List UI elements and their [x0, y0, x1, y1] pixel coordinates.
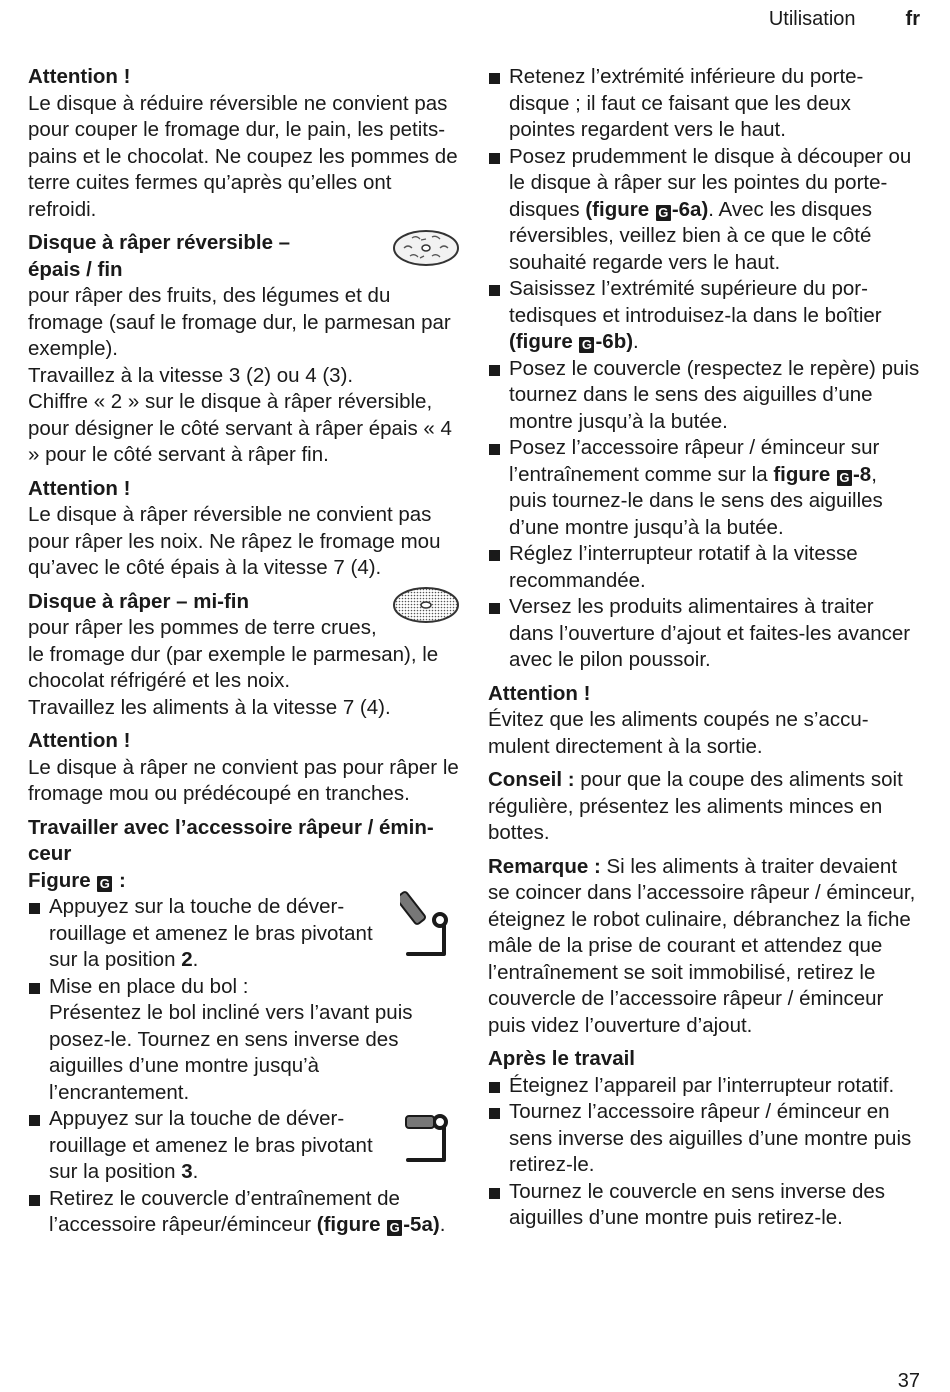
mid-fine-disc-speed: Travaillez les aliments à la vitesse 7 (4).: [28, 695, 391, 719]
swivel-arm-position-2-icon: [400, 888, 452, 958]
attention-title: Attention !: [28, 476, 131, 500]
figure-ref-prefix: (figure: [509, 330, 579, 353]
attention-block-right: [488, 681, 920, 761]
reversible-disc-usage: pour râper des fruits, des légumes et du fromage (sauf le fromage dur, le parmesan par exemple).: [28, 284, 451, 360]
step-text: Retenez l’extrémité inférieure du porte-disque ; il faut ce faisant que les deux pointes regardent vers le haut.: [509, 65, 864, 141]
mid-fine-grater-disc-icon: [392, 585, 460, 625]
left-column: [28, 64, 460, 1246]
figure-ref-prefix: figure: [773, 462, 836, 486]
swivel-arm-position-3-icon: [400, 1108, 452, 1164]
step-text: Saisissez l’extrémité supérieure du portedisques et introduisez-la dans le boîtier: [509, 277, 882, 327]
reversible-disc-title: Disque à râper réversible – épais / fin: [28, 231, 291, 281]
steps-list: [488, 64, 920, 674]
figure-ref: [585, 198, 708, 221]
note-text: Si les aliments à traiter devaient se coincer dans l’accessoire râpeur / éminceur, éteignez le robot culinaire, débranchez la fiche mâle de la prise de courant et attendez que l’entraînement se soit immobilisé, retirez le couvercle de l’accessoire râpeur / éminceur puis videz l’ouverture d’ajout.: [488, 854, 916, 1037]
list-item: [488, 356, 920, 436]
tip-text: pour que la coupe des aliments soit régulière, présentez les aliments minces en bottes.: [488, 768, 903, 844]
list-item: [28, 1106, 460, 1186]
section-title: Utilisation: [768, 8, 856, 30]
reversible-disc-section: [28, 230, 460, 469]
step-text: Tournez l’accessoire râpeur / éminceur en sens inverse des aiguilles d’une montre puis retirez-le.: [509, 1100, 912, 1176]
step-end: .: [633, 330, 639, 353]
figure-ref-suffix: -6a): [671, 197, 709, 221]
mid-fine-disc-title: Disque à râper – mi-fin: [28, 589, 250, 613]
step-text: Retirez le couvercle d’entraînement de l’accessoire râpeur/éminceur: [49, 1186, 400, 1236]
figure-ref: [773, 463, 871, 486]
work-title: Travailler avec l’accessoire râpeur / éminceur: [28, 815, 434, 865]
step-text: Posez prudemment le disque à découper ou le disque à râper sur les pointes du porte-disques: [509, 144, 912, 221]
page-number: 37: [897, 1370, 920, 1392]
step-position: 2: [181, 948, 193, 971]
step-text: Tournez le couvercle en sens inverse des aiguilles d’une montre puis retirez-le.: [509, 1179, 886, 1229]
attention-title: Attention !: [28, 65, 131, 88]
tip-label: Conseil :: [488, 768, 575, 791]
mid-fine-disc-section: [28, 589, 460, 722]
step-detail: Présentez le bol incliné vers l’avant puis posez-le. Tournez en sens inverse des aiguilles d’une montre jusqu’à l’encrantement.: [49, 1001, 413, 1104]
figure-ref-suffix: -5a): [403, 1213, 440, 1236]
list-item: [488, 1179, 920, 1232]
attention-block-1: [28, 64, 460, 223]
language-code: fr: [905, 8, 920, 30]
attention-text: Le disque à râper ne convient pas pour râper le fromage mou ou prédécoupé en tranches.: [28, 755, 459, 805]
figure-ref-prefix: (figure: [316, 1213, 387, 1236]
step-end: .: [192, 1160, 199, 1183]
work-section: [28, 815, 460, 1239]
tip-block: [488, 767, 920, 847]
attention-title: Attention !: [28, 729, 131, 752]
attention-block-3: [28, 728, 460, 808]
figure-letter-badge: G: [97, 876, 112, 892]
reversible-disc-digits: Chiffre « 2 » sur le disque à râper réversible, pour désigner le côté servant à râper épais « 4 » pour le côté servant à râper fin.: [28, 390, 452, 466]
step-text: Mise en place du bol :: [49, 974, 249, 998]
figure-word: Figure: [28, 868, 91, 892]
attention-title: Attention !: [488, 681, 591, 705]
mid-fine-disc-usage: pour râper les pommes de terre crues, le fromage dur (par exemple le parmesan), le chocolat réfrigéré et les noix.: [28, 616, 439, 692]
list-item: [488, 1073, 920, 1100]
list-item: [488, 276, 920, 356]
attention-text: Le disque à réduire réversible ne convient pas pour couper le fromage dur, le pain, les petits-pains et le chocolat. Ne coupez les pommes de terre cuites fermes qu’après qu’elles ont refroidi.: [28, 91, 458, 221]
attention-block-2: [28, 476, 460, 582]
step-text-rest: , puis tournez-le dans le sens des aiguilles d’une montre jusqu’à la butée.: [509, 462, 883, 539]
list-item: [488, 64, 920, 144]
step-text: Appuyez sur la touche de déverrouillage et amenez le bras pivotant sur la position: [49, 895, 373, 971]
list-item: [488, 541, 920, 594]
right-column: [488, 64, 920, 1239]
list-item: [488, 1099, 920, 1179]
figure-ref-suffix: -6b): [595, 330, 634, 353]
step-text: Posez le couvercle (respectez le repère) puis tournez dans le sens des aiguilles d’une montre jusqu’à la butée.: [509, 356, 920, 433]
note-block: [488, 854, 920, 1040]
figure-letter-badge: G: [387, 1220, 402, 1236]
attention-text: Le disque à râper réversible ne convient pas pour râper les noix. Ne râpez le fromage mou qu’avec le côté épais à la vitesse 7 (4).: [28, 503, 441, 579]
list-item: [28, 1186, 460, 1239]
step-text: Éteignez l’appareil par l’interrupteur rotatif.: [509, 1073, 895, 1097]
step-end: .: [192, 948, 199, 971]
list-item: [28, 974, 460, 1107]
note-label: Remarque :: [488, 854, 601, 878]
after-work-title: Après le travail: [488, 1047, 635, 1070]
reversible-grater-disc-icon: [392, 228, 460, 268]
step-text: Appuyez sur la touche de déverrouillage et amenez le bras pivotant sur la position: [49, 1107, 373, 1183]
step-text-rest: . Avec les disques réversibles, veillez bien à ce que le côté souhaité regarde vers le haut.: [509, 197, 873, 274]
figure-label: [28, 868, 460, 895]
figure-letter-badge: G: [656, 205, 671, 221]
figure-ref-suffix: -8: [852, 462, 872, 486]
step-position: 3: [181, 1160, 193, 1183]
step-end: .: [439, 1213, 446, 1236]
figure-letter-badge: G: [837, 470, 852, 486]
page-header: [769, 6, 920, 33]
figure-letter-badge: G: [579, 337, 594, 353]
figure-ref: [317, 1213, 440, 1236]
reversible-disc-speed: Travaillez à la vitesse 3 (2) ou 4 (3).: [28, 363, 354, 387]
figure-ref: [509, 330, 633, 353]
attention-text: Évitez que les aliments coupés ne s’accumulent directement à la sortie.: [488, 708, 869, 758]
step-text: Posez l’accessoire râpeur / éminceur sur l’entraînement comme sur la: [509, 436, 880, 486]
figure-ref-prefix: (figure: [585, 197, 655, 221]
step-text: Versez les produits alimentaires à traiter dans l’ouverture d’ajout et faites-les avancer avec le pilon poussoir.: [509, 595, 911, 671]
list-item: [28, 894, 460, 974]
step-text: Réglez l’interrupteur rotatif à la vitesse recommandée.: [509, 542, 858, 592]
list-item: [488, 435, 920, 541]
after-work-section: [488, 1046, 920, 1232]
list-item: [488, 144, 920, 277]
figure-colon: :: [113, 868, 126, 892]
list-item: [488, 594, 920, 674]
